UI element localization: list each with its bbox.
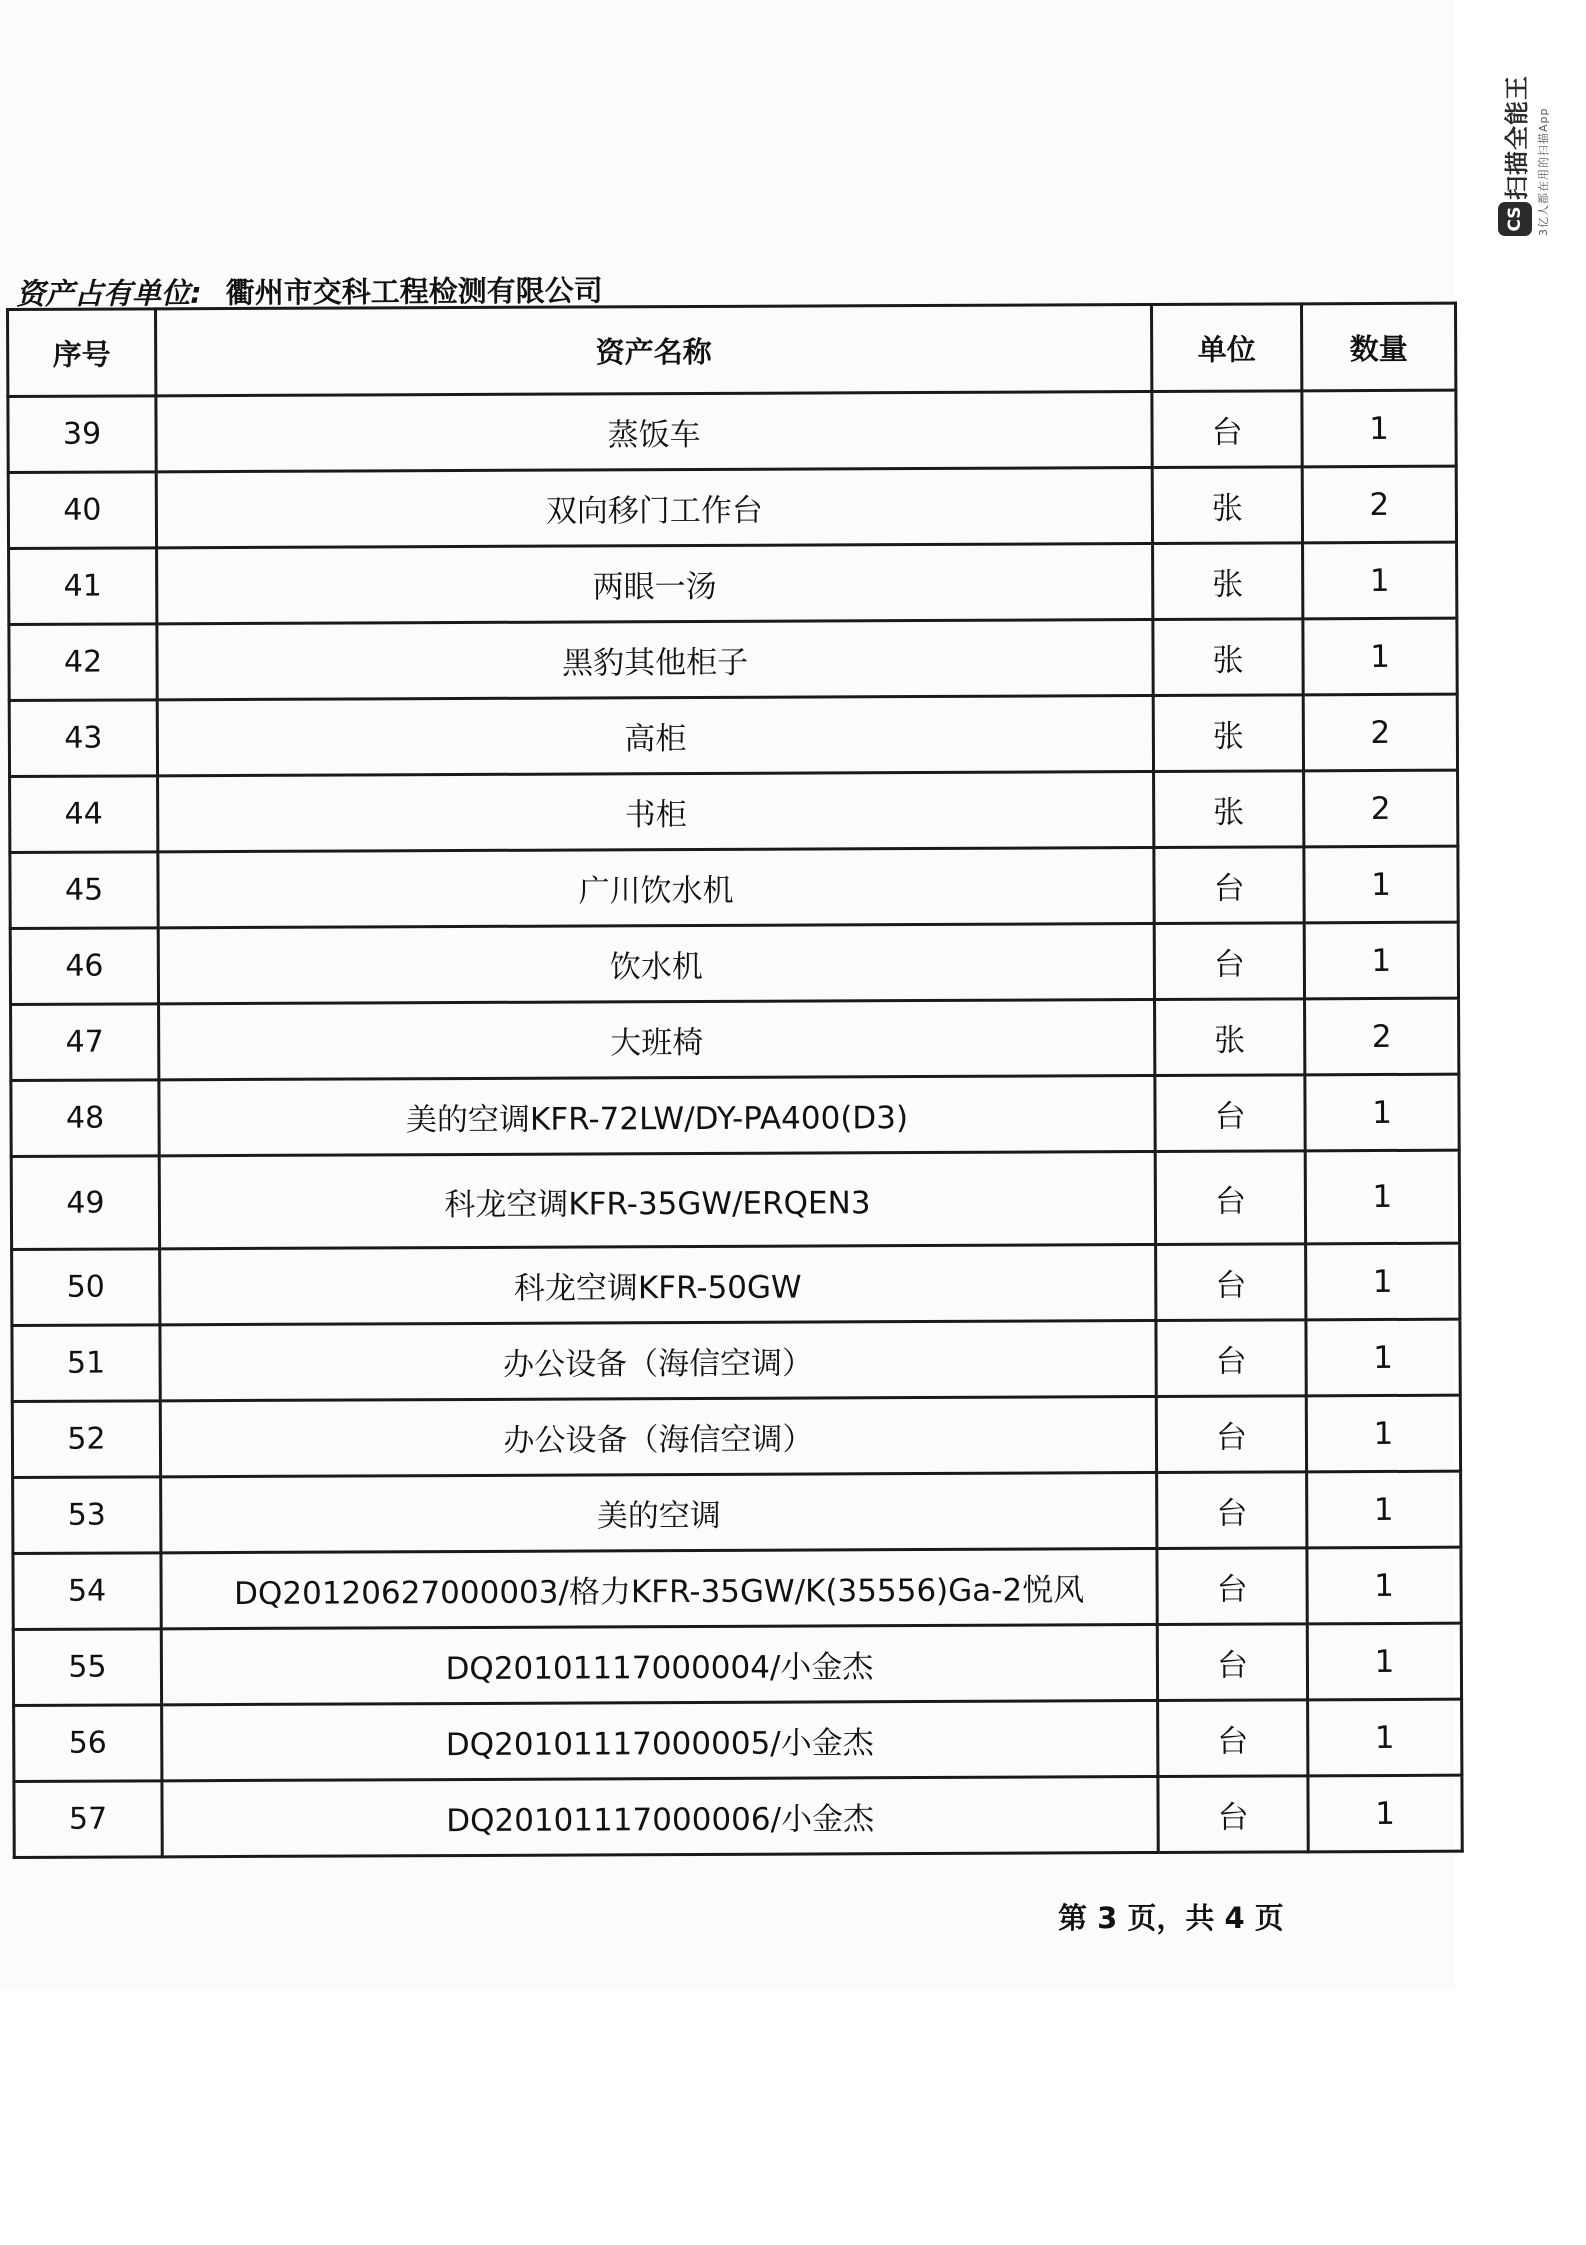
cell-qty: 2 xyxy=(1304,770,1458,847)
table-row xyxy=(9,618,1457,700)
cell-qty: 1 xyxy=(1302,390,1456,467)
cell-qty: 1 xyxy=(1304,922,1458,999)
cell-no: 39 xyxy=(8,396,156,473)
cell-qty: 1 xyxy=(1305,1150,1459,1244)
table-row xyxy=(13,1471,1461,1553)
cell-qty: 1 xyxy=(1306,1319,1460,1396)
scanner-watermark xyxy=(1496,60,1556,240)
cell-qty: 2 xyxy=(1302,466,1456,543)
column-header-no: 序号 xyxy=(8,309,156,397)
cell-name: 美的空调KFR-72LW/DY-PA400(D3) xyxy=(159,1075,1155,1155)
cell-no: 41 xyxy=(9,548,157,625)
table-row xyxy=(13,1623,1461,1705)
cell-unit: 张 xyxy=(1154,771,1304,848)
cell-unit: 台 xyxy=(1157,1624,1307,1701)
cell-name: 饮水机 xyxy=(158,923,1154,1003)
cell-name: 高柜 xyxy=(157,695,1153,775)
cell-qty: 1 xyxy=(1303,542,1457,619)
cell-unit: 台 xyxy=(1155,1075,1305,1152)
cell-name: DQ20101117000004/小金杰 xyxy=(161,1624,1157,1704)
table-row xyxy=(10,846,1458,928)
cell-name: 美的空调 xyxy=(161,1472,1157,1552)
cell-name: 科龙空调KFR-50GW xyxy=(160,1244,1156,1324)
page-number: 第 3 页，共 4 页 xyxy=(1058,1901,1284,1935)
watermark-tagline: 3亿人都在用的扫描App xyxy=(1537,107,1550,236)
cell-no: 57 xyxy=(14,1781,162,1858)
asset-unit-label: 资产占有单位: xyxy=(15,275,202,311)
table-row xyxy=(8,466,1456,548)
column-header-qty: 数量 xyxy=(1301,303,1455,391)
cell-name: 办公设备（海信空调） xyxy=(160,1396,1156,1476)
cell-unit: 张 xyxy=(1153,619,1303,696)
cell-no: 52 xyxy=(12,1401,160,1478)
cell-no: 51 xyxy=(12,1325,160,1402)
asset-table-wrapper xyxy=(6,302,1461,1859)
cell-no: 42 xyxy=(9,624,157,701)
cell-no: 43 xyxy=(9,700,157,777)
cell-no: 49 xyxy=(11,1156,159,1250)
cell-no: 56 xyxy=(14,1705,162,1782)
table-row xyxy=(12,1395,1460,1477)
cell-qty: 2 xyxy=(1305,998,1459,1075)
column-header-unit: 单位 xyxy=(1151,304,1301,392)
table-row xyxy=(9,694,1457,776)
cell-unit: 张 xyxy=(1155,999,1305,1076)
cell-name: 双向移门工作台 xyxy=(156,468,1152,548)
cell-name: DQ20101117000005/小金杰 xyxy=(162,1700,1158,1780)
cell-name: 蒸饭车 xyxy=(156,392,1152,472)
cell-qty: 1 xyxy=(1304,846,1458,923)
cell-name: DQ20120627000003/格力KFR-35GW/K(35556)Ga-2悦风 xyxy=(161,1548,1157,1628)
column-header-name: 资产名称 xyxy=(156,305,1152,396)
cell-qty: 1 xyxy=(1306,1243,1460,1320)
table-row xyxy=(8,390,1456,472)
cell-qty: 2 xyxy=(1303,694,1457,771)
table-header-row xyxy=(8,303,1456,396)
cell-name: 广川饮水机 xyxy=(158,847,1154,927)
cell-no: 53 xyxy=(13,1477,161,1554)
table-row xyxy=(12,1243,1460,1325)
cell-unit: 张 xyxy=(1153,543,1303,620)
cell-no: 50 xyxy=(12,1249,160,1326)
cell-unit: 台 xyxy=(1154,923,1304,1000)
cell-name: 大班椅 xyxy=(159,999,1155,1079)
cell-unit: 台 xyxy=(1152,391,1302,468)
cell-no: 47 xyxy=(11,1004,159,1081)
table-row xyxy=(13,1547,1461,1629)
cell-no: 54 xyxy=(13,1553,161,1630)
cell-unit: 张 xyxy=(1152,467,1302,544)
cell-name: 办公设备（海信空调） xyxy=(160,1320,1156,1400)
cell-qty: 1 xyxy=(1307,1471,1461,1548)
table-row xyxy=(11,1074,1459,1156)
cell-qty: 1 xyxy=(1306,1395,1460,1472)
cell-unit: 台 xyxy=(1155,1151,1305,1245)
table-row xyxy=(12,1319,1460,1401)
cell-no: 46 xyxy=(10,928,158,1005)
asset-unit-name: 衢州市交科工程检测有限公司 xyxy=(225,273,603,310)
table-row xyxy=(14,1775,1462,1857)
table-row xyxy=(11,1150,1459,1249)
cell-no: 40 xyxy=(8,472,156,549)
cell-unit: 台 xyxy=(1156,1396,1306,1473)
cell-name: 书柜 xyxy=(158,771,1154,851)
table-row xyxy=(10,770,1458,852)
watermark-app-name: 扫描全能王 xyxy=(1503,75,1531,200)
cell-name: 黑豹其他柜子 xyxy=(157,619,1153,699)
cell-unit: 台 xyxy=(1156,1320,1306,1397)
table-row xyxy=(10,922,1458,1004)
cell-qty: 1 xyxy=(1307,1547,1461,1624)
cell-qty: 1 xyxy=(1307,1623,1461,1700)
table-row xyxy=(14,1699,1462,1781)
asset-table xyxy=(6,302,1464,1859)
cell-no: 44 xyxy=(10,776,158,853)
watermark-logo-icon: CS xyxy=(1498,202,1532,236)
cell-qty: 1 xyxy=(1308,1775,1462,1852)
cell-name: 两眼一汤 xyxy=(157,543,1153,623)
cell-unit: 张 xyxy=(1153,695,1303,772)
cell-name: DQ20101117000006/小金杰 xyxy=(162,1776,1158,1856)
cell-name: 科龙空调KFR-35GW/ERQEN3 xyxy=(159,1151,1155,1248)
table-row xyxy=(11,998,1459,1080)
cell-no: 45 xyxy=(10,852,158,929)
cell-qty: 1 xyxy=(1305,1074,1459,1151)
cell-unit: 台 xyxy=(1157,1548,1307,1625)
cell-qty: 1 xyxy=(1308,1699,1462,1776)
cell-unit: 台 xyxy=(1156,1244,1306,1321)
table-row xyxy=(9,542,1457,624)
cell-no: 55 xyxy=(13,1629,161,1706)
cell-unit: 台 xyxy=(1157,1472,1307,1549)
cell-unit: 台 xyxy=(1154,847,1304,924)
cell-no: 48 xyxy=(11,1080,159,1157)
cell-unit: 台 xyxy=(1158,1700,1308,1777)
cell-qty: 1 xyxy=(1303,618,1457,695)
cell-unit: 台 xyxy=(1158,1776,1308,1853)
